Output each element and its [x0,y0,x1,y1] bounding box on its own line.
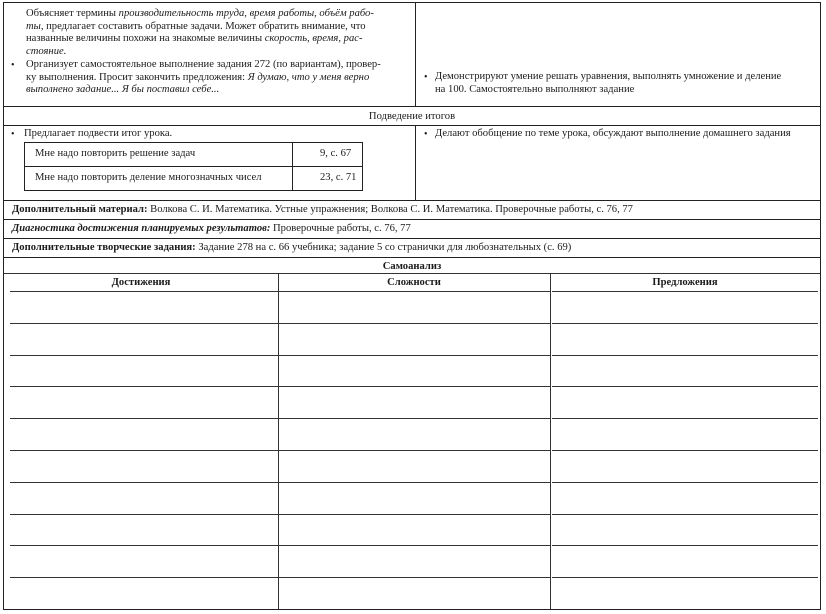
diagnostics [12,223,411,234]
divider [4,219,820,220]
grid-line [552,514,818,515]
label: Диагностика достижения планируемых результатов: [12,223,271,234]
grid-line [10,577,280,578]
grid-line [552,577,818,578]
text: скорость, время, рас- [264,33,363,45]
summary-teacher-text: Предлагает подвести итог урока. [24,128,173,139]
grid-line [10,482,280,483]
grid-line [280,291,550,292]
text: выполнено задание... Я бы поставил себе... [26,84,220,96]
table-column-divider [292,143,293,190]
bullet-icon: • [424,72,428,83]
grid-line [552,355,818,356]
grid-line [280,545,550,546]
table-cell-ref: 9, с. 67 [320,148,352,159]
summary-student-text: Делают обобщение по теме урока, обсуждают выполнение домашнего задания [435,128,791,139]
grid-line [10,514,280,515]
teacher-activity-p2 [26,59,411,97]
label: Дополнительный материал: [12,204,148,215]
student-activity-p1 [435,71,820,96]
text: , предлагает составить обратные задачи. Может обратить внимание, что [40,20,366,32]
table-cell-task: Мне надо повторить деление многозначных чисел [35,172,262,183]
column-header-suggestions: Предложения [652,277,718,288]
grid-line [10,323,280,324]
summary-title: Подведение итогов [368,111,456,122]
grid-line [280,577,550,578]
grid-line [552,482,818,483]
table-row [25,167,362,190]
column-divider [415,125,416,200]
activity-row [4,3,820,107]
column-header-achievements: Достижения [111,277,171,288]
label: Дополнительные творческие задания: [12,242,196,253]
creative-tasks [12,242,571,253]
divider [4,125,820,126]
bullet-icon: • [424,129,428,140]
grid-line [280,450,550,451]
grid-column-line [278,273,279,609]
grid-line [552,545,818,546]
lesson-plan-page [3,2,821,610]
grid-line [10,386,280,387]
selfanalysis-title: Самоанализ [382,261,442,272]
grid-line [552,418,818,419]
text: названные величины похожи на знакомые величины [26,33,265,45]
value: Проверочные работы, с. 76, 77 [270,223,411,234]
grid-line [552,450,818,451]
grid-line [10,291,280,292]
text: на 100. Самостоятельно выполняют задание [435,83,635,95]
grid-line [280,355,550,356]
additional-material [12,204,633,215]
review-table [24,142,363,191]
value: Волкова С. И. Математика. Устные упражнения; Волкова С. И. Математика. Проверочные работы, с. 76, 77 [147,204,633,215]
grid-line [280,514,550,515]
grid-line [4,273,820,274]
grid-line [280,386,550,387]
grid-line [10,545,280,546]
grid-line [280,323,550,324]
table-cell-task: Мне надо повторить решение задач [35,148,196,159]
bullet-icon: • [11,129,15,140]
text: Объясняет термины [26,8,119,19]
grid-line [280,482,550,483]
column-header-difficulties: Сложности [387,277,441,288]
text: Демонстрируют умение решать уравнения, выполнять умножение и деление [435,71,782,82]
grid-line [552,386,818,387]
text: ты [26,20,41,32]
text: Организует самостоятельное выполнение задания 272 (по вариантам), провер- [26,59,381,70]
text: ку выполнения. Просит закончить предложения: [26,71,248,83]
teacher-activity-p1 [26,8,411,58]
table-row [25,143,362,167]
grid-line [10,450,280,451]
grid-line [10,355,280,356]
value: Задание 278 на с. 66 учебника; задание 5 со странички для любознательных (с. 69) [195,242,572,253]
bullet-icon: • [11,60,15,71]
divider [4,200,820,201]
table-cell-ref: 23, с. 71 [320,172,357,183]
grid-column-line [550,273,551,609]
text: Я думаю, что у меня верно [247,71,370,83]
text: производительность труда, время работы, объём рабо- [118,8,374,19]
divider [4,238,820,239]
divider [4,257,820,258]
grid-line [10,418,280,419]
text: стояние. [26,45,67,57]
grid-line [280,418,550,419]
grid-line [552,291,818,292]
grid-line [552,323,818,324]
column-divider [415,3,416,106]
